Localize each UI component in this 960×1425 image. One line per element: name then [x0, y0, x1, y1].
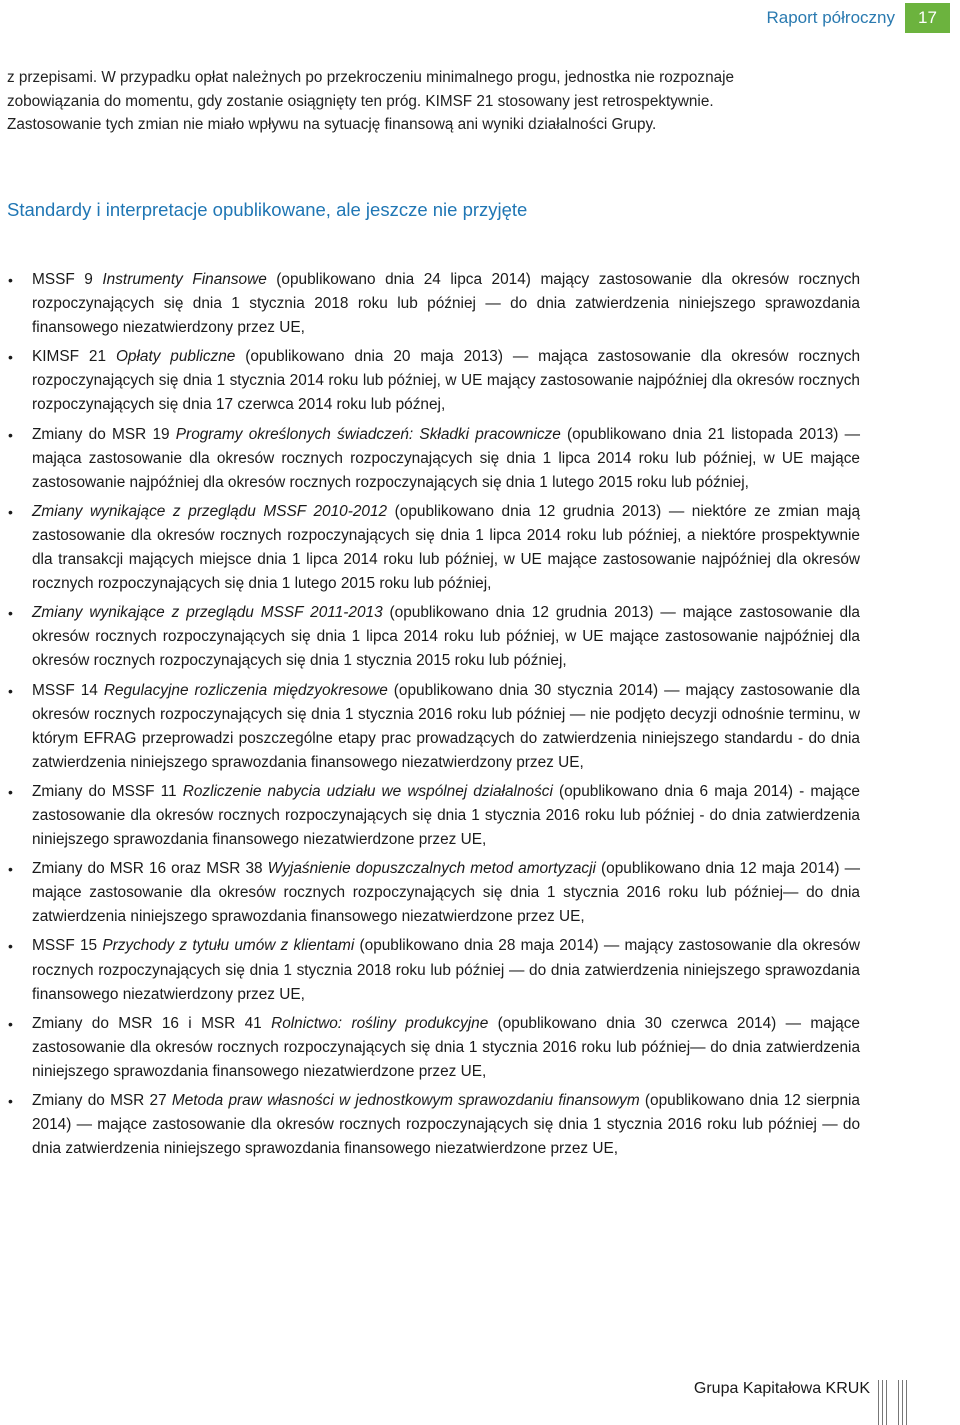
item-description: (opublikowano dnia 24 lipca 2014) mający zastosowanie dla okresów rocznych rozpoczynających się dnia 1 stycznia 2018 roku lub później — do dnia zatwierdzenia niniejszego sprawozdania finansowego niezatwierdzony przez UE,: [32, 271, 861, 337]
item-name: Metoda praw własności w jednostkowym sprawozdaniu finansowym: [171, 1092, 640, 1109]
item-prefix: Zmiany do MSR 27: [32, 1092, 172, 1109]
decorative-line: [878, 1380, 879, 1425]
item-name: Zmiany wynikające z przeglądu MSSF 2011-2013: [32, 604, 383, 622]
standard-item: [8, 1089, 860, 1161]
item-description: (opublikowano dnia 28 maja 2014) — mający zastosowanie dla okresów rocznych rozpoczynających się dnia 1 stycznia 2018 roku lub później — do dnia zatwierdzenia niniejszego sprawozdania finansowego niezatwierdzony przez UE,: [32, 937, 860, 1003]
item-name: Rolnictwo: rośliny produkcyjne: [271, 1014, 489, 1032]
bullet-icon: •: [8, 605, 13, 622]
footer-company-name: Grupa Kapitałowa KRUK: [693, 1380, 870, 1397]
item-prefix: Zmiany do MSR 16 oraz MSR 38: [32, 860, 268, 878]
intro-line: zobowiązania do momentu, gdy zostanie osiągnięty ten próg. KIMSF 21 stosowany jest retrospektywnie.: [7, 92, 714, 110]
item-description: (opublikowano dnia 30 czerwca 2014) — mające zastosowanie dla okresów rocznych rozpoczynających się dnia 1 stycznia 2016 roku lub później— do dnia zatwierdzenia niniejszego sprawozdania finansowego niezatwierdzone przez UE,: [32, 1014, 860, 1080]
item-description: (opublikowano dnia 12 maja 2014) — mające zastosowanie dla okresów rocznych rozpoczynających się dnia 1 stycznia 2016 roku lub później— do dnia zatwierdzenia niniejszego sprawozdania finansowego niezatwierdzone przez UE,: [32, 860, 860, 926]
report-title: Raport półroczny: [766, 8, 895, 27]
item-name: Programy określonych świadczeń: Składki pracownicze: [175, 425, 561, 443]
decorative-line: [898, 1380, 899, 1425]
standards-list: [8, 268, 860, 1166]
standard-item: [8, 423, 860, 495]
item-name: Opłaty publiczne: [115, 348, 236, 366]
item-name: Wyjaśnienie dopuszczalnych metod amortyzacji: [267, 860, 596, 878]
intro-line: z przepisami. W przypadku opłat należnych po przekroczeniu minimalnego progu, jednostka nie rozpoznaje: [7, 69, 734, 86]
item-description: (opublikowano dnia 30 stycznia 2014) — mający zastosowanie dla okresów rocznych rozpoczynających się dnia 1 stycznia 2016 roku lub później — nie podjęto decyzji odnośnie terminu, w którym EFRAG przeprowadzi poszczególne etapy prac prowadzących do zatwierdzenia niniejszego standardu - do dnia zatwierdzenia niniejszego sprawozdania finansowego niezatwierdzony przez UE,: [32, 681, 860, 771]
standard-item: [8, 601, 860, 673]
standard-item: [8, 345, 860, 417]
item-description: (opublikowano dnia 21 listopada 2013) — mająca zastosowanie dla okresów rocznych rozpoczynających się dnia 1 lipca 2014 roku lub później, w UE mające zastosowanie najpóźniej dla okresów rocznych rozpoczynających się dnia 1 lutego 2015 roku lub później,: [32, 425, 860, 491]
item-description: (opublikowano dnia 6 maja 2014) - mające zastosowanie dla okresów rocznych rozpoczynających się dnia 1 stycznia 2016 roku lub później - do dnia zatwierdzenia niniejszego sprawozdania finansowego niezatwierdzone przez UE,: [32, 782, 860, 849]
item-name: Przychody z tytułu umów z klientami: [102, 937, 355, 955]
page-header: [0, 0, 960, 40]
item-description: (opublikowano dnia 12 sierpnia 2014) — mające zastosowanie dla okresów rocznych rozpoczynających się dnia 1 stycznia 2016 roku lub później — do dnia zatwierdzenia niniejszego sprawozdania finansowego niezatwierdzone przez UE,: [32, 1092, 860, 1158]
standard-item: [8, 679, 860, 775]
bullet-icon: •: [8, 1093, 13, 1109]
standard-item: [8, 1012, 860, 1084]
item-name: Instrumenty Finansowe: [102, 271, 267, 288]
item-name: Regulacyjne rozliczenia międzyokresowe: [103, 681, 388, 699]
standard-item: [8, 857, 860, 929]
page-number: 17: [905, 3, 950, 33]
bullet-icon: •: [8, 682, 13, 699]
item-name: Zmiany wynikające z przeglądu MSSF 2010-2012: [32, 502, 388, 520]
bullet-icon: •: [8, 349, 13, 366]
item-name: Rozliczenie nabycia udziału we wspólnej działalności: [182, 782, 553, 800]
item-description: (opublikowano dnia 12 grudnia 2013) — niektóre ze zmian mają zastosowanie dla okresów rocznych rozpoczynających się dnia 1 lipca 2014 roku lub później, a niektóre prospektywnie dla transakcji mających miejsce dnia 1 lipca 2014 roku lub później, w UE mające zastosowanie najpóźniej dla okresów rocznych rozpoczynających się dnia 1 lutego 2015 roku lub później,: [32, 502, 861, 593]
standard-item: [8, 934, 860, 1006]
decorative-line: [882, 1380, 883, 1425]
item-description: (opublikowano dnia 20 maja 2013) — mająca zastosowanie dla okresów rocznych rozpoczynających się dnia 1 stycznia 2014 roku lub później, w UE mający zastosowanie najpóźniej dla okresów rocznych rozpoczynających się dnia 17 czerwca 2014 roku lub późnej,: [32, 348, 860, 414]
item-prefix: MSSF 14: [32, 681, 104, 699]
section-heading: Standardy i interpretacje opublikowane, ale jeszcze nie przyjęte: [7, 199, 528, 220]
item-prefix: Zmiany do MSR 16 i MSR 41: [32, 1014, 272, 1032]
decorative-line: [906, 1380, 907, 1425]
intro-line: Zastosowanie tych zmian nie miało wpływu na sytuację finansową ani wyniki działalności Grupy.: [7, 116, 657, 133]
item-prefix: Zmiany do MSSF 11: [32, 782, 183, 800]
item-description: (opublikowano dnia 12 grudnia 2013) — mające zastosowanie dla okresów rocznych rozpoczynających się dnia 1 lipca 2014 roku lub później, w UE mające zastosowanie najpóźniej dla okresów rocznych rozpoczynających się dnia 1 stycznia 2015 roku lub później,: [32, 604, 860, 670]
bullet-icon: •: [8, 503, 13, 520]
footer-decorative-lines: [878, 1380, 912, 1425]
bullet-icon: •: [8, 1015, 13, 1032]
bullet-icon: •: [8, 272, 13, 288]
bullet-icon: •: [8, 426, 13, 443]
bullet-icon: •: [8, 938, 13, 955]
standard-item: [8, 500, 860, 596]
decorative-line: [886, 1380, 887, 1425]
bullet-icon: •: [8, 861, 13, 878]
item-prefix: MSSF 15: [32, 937, 103, 955]
item-prefix: KIMSF 21: [32, 348, 116, 366]
standard-item: [8, 268, 860, 340]
decorative-line: [902, 1380, 903, 1425]
intro-paragraph: [7, 66, 867, 137]
item-prefix: Zmiany do MSR 19: [32, 425, 176, 443]
standard-item: [8, 780, 860, 852]
bullet-icon: •: [8, 783, 13, 800]
item-prefix: MSSF 9: [32, 271, 103, 288]
